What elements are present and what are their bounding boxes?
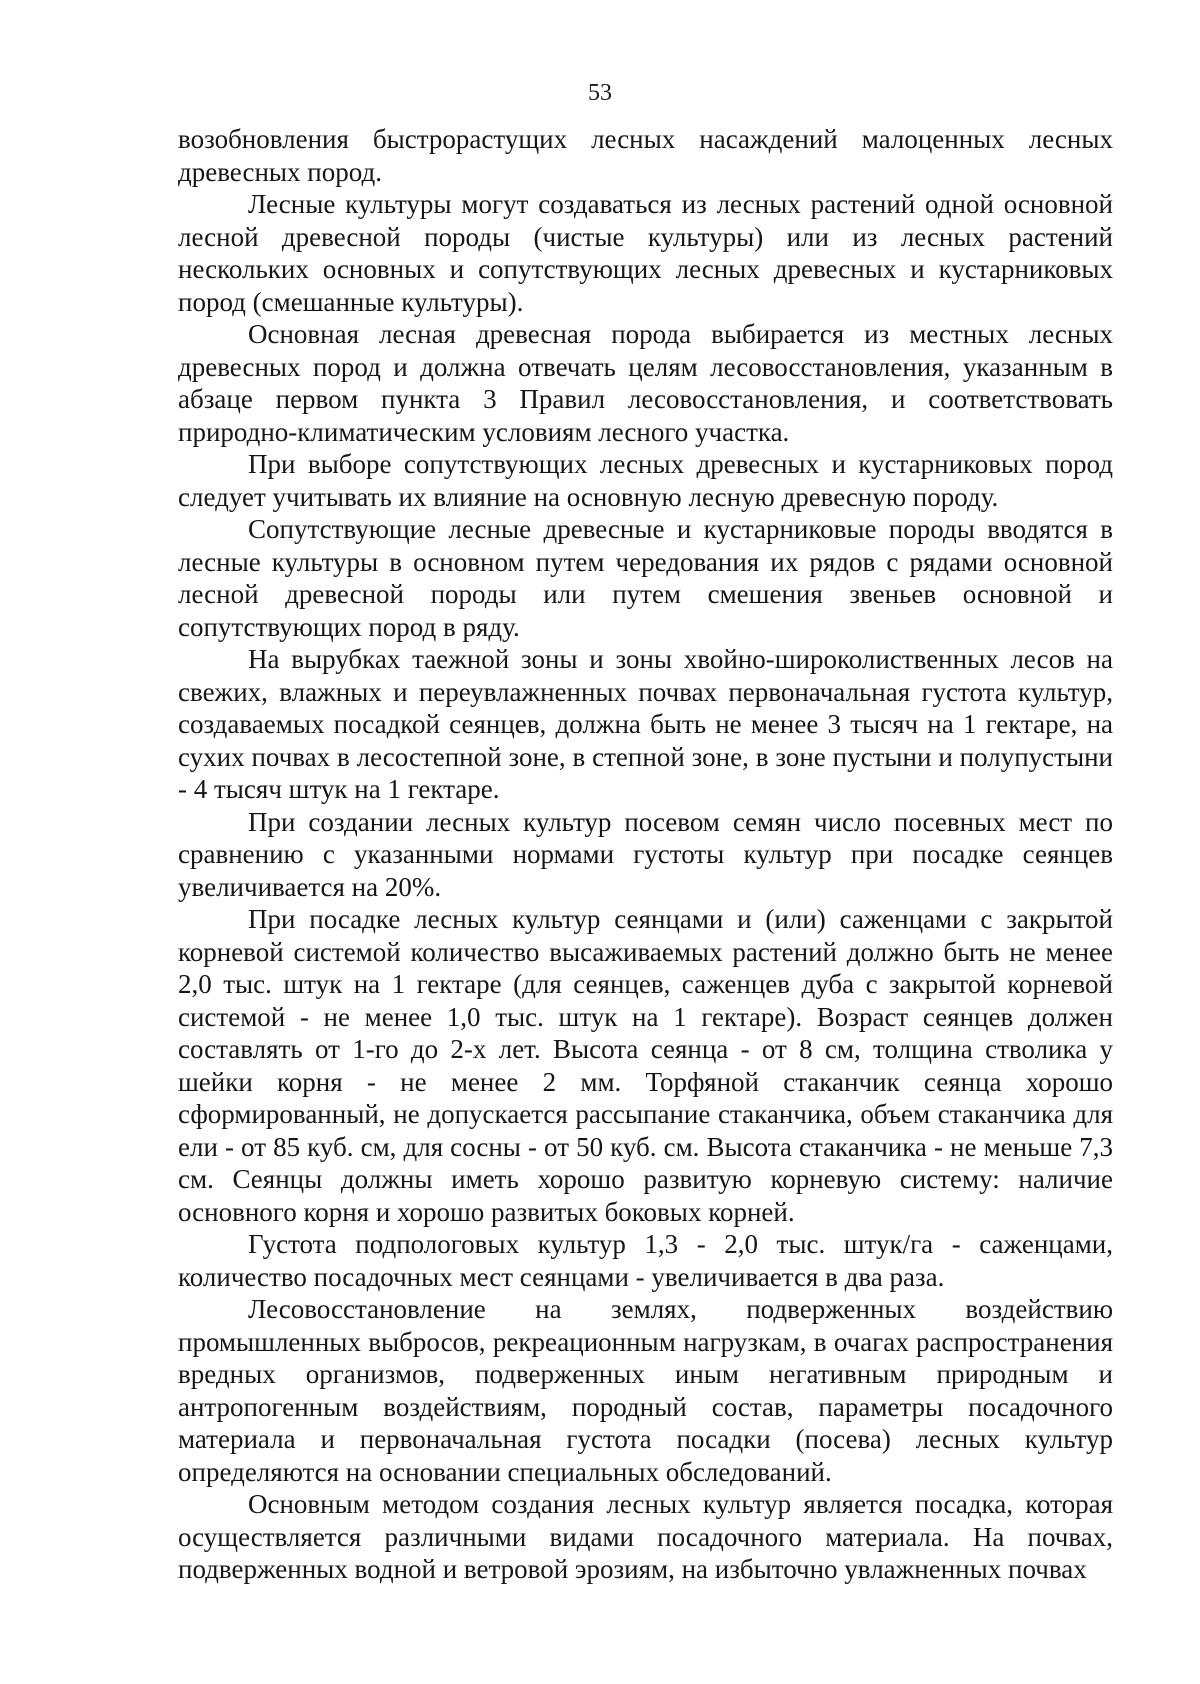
paragraph: При посадке лесных культур сеянцами и (или) саженцами с закрытой корневой системой количество высаживаемых растений должно быть не менее 2,0 тыс. штук на 1 гектаре (для сеянцев, саженцев дуба с закрытой корневой системой - не менее 1,0 тыс. штук на 1 гектаре). Возраст сеянцев должен составлять от 1-го до 2-х лет. Высота сеянца - от 8 см, толщина стволика у шейки корня - не менее 2 мм. Торфяной стаканчик сеянца хорошо сформированный, не допускается рассыпание стаканчика, объем стаканчика для ели - от 85 куб. см, для сосны - от 50 куб. см. Высота стаканчика - не меньше 7,3 см. Сеянцы должны иметь хорошо развитую корневую систему: наличие основного корня и хорошо развитых боковых корней. [178, 904, 1113, 1227]
page-number: 53 [588, 80, 612, 106]
document-body [178, 123, 1113, 1586]
paragraph-continuation: возобновления быстрорастущих лесных насаждений малоценных лесных древесных пород. [178, 124, 1113, 187]
paragraph: Густота подпологовых культур 1,3 - 2,0 тыс. штук/га - саженцами, количество посадочных мест сеянцами - увеличивается в два раза. [178, 1229, 1113, 1292]
paragraph: На вырубках таежной зоны и зоны хвойно-широколиственных лесов на свежих, влажных и переувлажненных почвах первоначальная густота культур, создаваемых посадкой сеянцев, должна быть не менее 3 тысяч на 1 гектаре, на сухих почвах в лесостепной зоне, в степной зоне, в зоне пустыни и полупустыни - 4 тысяч штук на 1 гектаре. [178, 644, 1113, 804]
paragraph: Основным методом создания лесных культур является посадка, которая осуществляется различными видами посадочного материала. На почвах, подверженных водной и ветровой эрозиям, на избыточно увлажненных почвах [178, 1489, 1113, 1584]
paragraph: При создании лесных культур посевом семян число посевных мест по сравнению с указанными нормами густоты культур при посадке сеянцев увеличивается на 20%. [178, 806, 1113, 902]
paragraph: Лесовосстановление на землях, подверженных воздействию промышленных выбросов, рекреационным нагрузкам, в очагах распространения вредных организмов, подверженных иным негативным природным и антропогенным воздействиям, породный состав, параметры посадочного материала и первоначальная густота посадки (посева) лесных культур определяются на основании специальных обследований. [178, 1294, 1113, 1487]
paragraph: Лесные культуры могут создаваться из лесных растений одной основной лесной древесной породы (чистые культуры) или из лесных растений нескольких основных и сопутствующих лесных древесных и кустарниковых пород (смешанные культуры). [178, 189, 1113, 317]
paragraph: Сопутствующие лесные древесные и кустарниковые породы вводятся в лесные культуры в основном путем чередования их рядов с рядами основной лесной древесной породы или путем смешения звеньев основной и сопутствующих пород в ряду. [178, 514, 1113, 642]
paragraph: Основная лесная древесная порода выбирается из местных лесных древесных пород и должна отвечать целям лесовосстановления, указанным в абзаце первом пункта 3 Правил лесовосстановления, и соответствовать природно-климатическим условиям лесного участка. [178, 319, 1113, 447]
paragraph: При выборе сопутствующих лесных древесных и кустарниковых пород следует учитывать их влияние на основную лесную древесную породу. [178, 449, 1113, 512]
